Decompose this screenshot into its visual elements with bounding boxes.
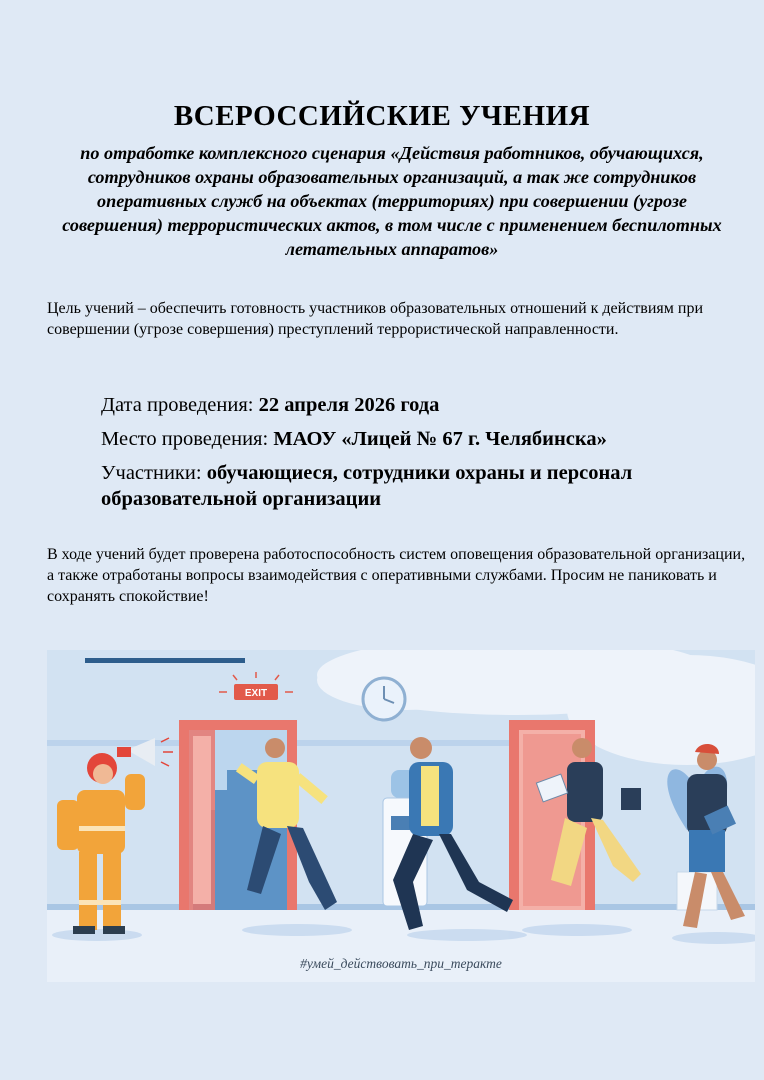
evacuation-illustration	[47, 650, 755, 982]
evacuation-scene	[47, 650, 755, 982]
page-subtitle: по отработке комплексного сценария «Действия работников, обучающихся, сотрудников охраны образовательных организаций, а так же сотрудников оперативных служб на объектах (территориях) при совершении (угрозе совершения) террористических актов, в том числе с применением беспилотных летательных аппаратов»	[62, 143, 722, 259]
hashtag-caption: #умей_действовать_при_теракте	[300, 956, 502, 971]
svg-text:EXIT: EXIT	[244, 688, 268, 699]
event-details	[101, 392, 741, 520]
notice-paragraph: В ходе учений будет проверена работоспособность систем оповещения образовательной организации, а также отработаны вопросы взаимодействия с оперативными службами. Просим не паниковать и сохранять спокойствие!	[47, 546, 746, 605]
participants-row	[101, 460, 741, 512]
date-row	[101, 392, 741, 418]
ceiling-lamp	[85, 658, 245, 663]
wall-clock	[363, 678, 405, 720]
goal-paragraph: Цель учений – обеспечить готовность участников образовательных отношений к действиям при совершении (угрозе совершения) преступлений террористической направленности.	[47, 300, 704, 338]
place-row	[101, 426, 741, 452]
participants-value: обучающиеся, сотрудники охраны и персонал образовательной организации	[101, 462, 633, 510]
date-label: Дата проведения:	[101, 394, 259, 416]
place-label: Место проведения:	[101, 428, 274, 450]
place-value: МАОУ «Лицей № 67 г. Челябинска»	[273, 428, 607, 450]
participants-label: Участники:	[101, 462, 207, 484]
page-title: ВСЕРОССИЙСКИЕ УЧЕНИЯ	[173, 100, 591, 132]
date-value: 22 апреля 2026 года	[258, 394, 440, 416]
